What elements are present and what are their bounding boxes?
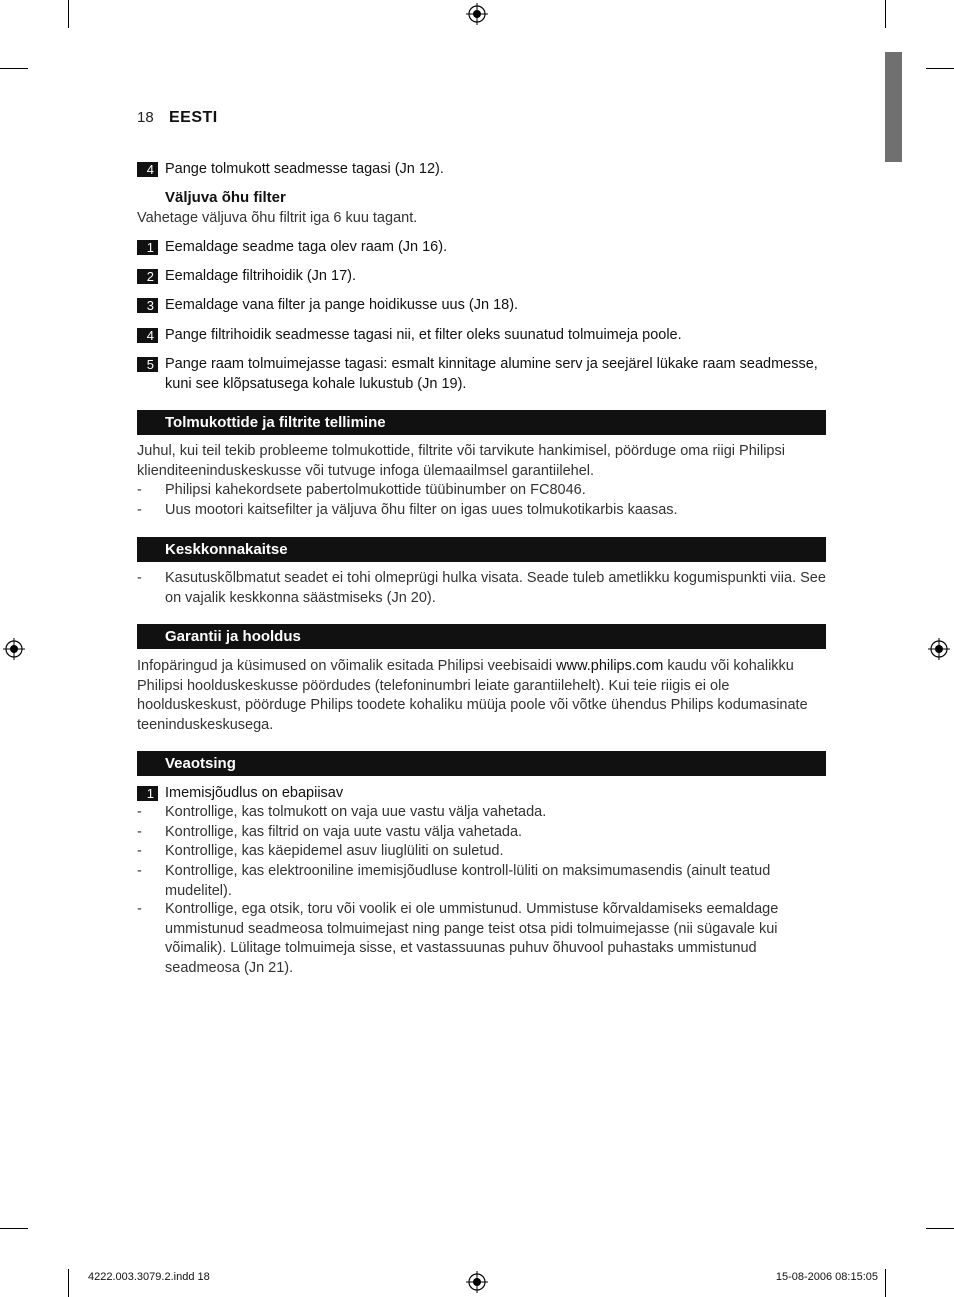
step-item	[137, 355, 827, 394]
list-item: - Philipsi kahekordsete pabertolmukottide tüübinumber on FC8046.	[137, 481, 827, 501]
crop-mark	[885, 0, 886, 28]
step-number: 5	[137, 357, 158, 372]
step-number: 1	[137, 240, 158, 255]
step-number: 4	[137, 162, 158, 177]
subsection-title: Väljuva õhu filter	[165, 189, 286, 206]
list-item: - Uus mootori kaitsefilter ja väljuva õhu filter on igas uues tolmukotikarbis kaasas.	[137, 501, 827, 521]
crop-mark	[0, 68, 28, 69]
step-text: Pange tolmukott seadmesse tagasi (Jn 12).	[165, 161, 444, 177]
list-item-text: Kontrollige, kas elektrooniline imemisjõudluse kontroll-lüliti on maksimumasendis (ainult teatud mudelitel).	[165, 863, 771, 899]
registration-mark-icon	[466, 3, 488, 25]
step-item	[137, 326, 827, 346]
step-item	[137, 267, 827, 287]
guarantee-text: Infopäringud ja küsimused on võimalik esitada Philipsi veebisaidi www.philips.com kaudu või kohalikku Philipsi hoolduskeskusse pöördudes (telefoninumbri leiate garantiilehelt). Kui teie riigis ei ole hoolduskeskust, pöörduge Philips toodete kohaliku müüja poole või võtke ühendus Philips kodumasinate teeninduskeskusega.	[137, 658, 808, 733]
step-item	[137, 296, 827, 316]
footer-date: 15-08-2006 08:15:05	[775, 1271, 878, 1283]
problem-item	[137, 784, 827, 804]
registration-mark-icon	[3, 638, 25, 660]
list-item: - Kontrollige, kas tolmukott on vaja uue vastu välja vahetada.	[137, 803, 827, 823]
step-text: Eemaldage filtrihoidik (Jn 17).	[165, 268, 357, 284]
registration-mark-icon	[466, 1271, 488, 1293]
page-number: 18	[137, 109, 154, 126]
step-text: Eemaldage seadme taga olev raam (Jn 16).	[165, 239, 448, 255]
list-item-text: Kontrollige, ega otsik, toru või voolik ei ole ummistunud. Ummistuse kõrvaldamiseks eemaldage ummistunud seadmeosa tolmuimejast ning pange teist otsa pidi tolmuimejasse (nii sügavale kui võimalik). Lülitage tolmuimeja sisse, et vastassuunas puhuv õhuvool puhastaks ummistunud seadmeosa (Jn 21).	[165, 901, 779, 976]
list-item-text: Kontrollige, kas tolmukott on vaja uue vastu välja vahetada.	[165, 804, 547, 820]
section-title-troubleshooting: Veaotsing	[137, 751, 826, 776]
step-text: Pange filtrihoidik seadmesse tagasi nii, et filter oleks suunatud tolmuimeja poole.	[165, 327, 682, 343]
step-text: Eemaldage vana filter ja pange hoidikusse uus (Jn 18).	[165, 297, 519, 313]
intro-text: Vahetage väljuva õhu filtrit iga 6 kuu tagant.	[137, 210, 418, 226]
list-item: - Kontrollige, kas elektrooniline imemisjõudluse kontroll-lüliti on maksimumasendis (ainult teatud mudelitel).	[137, 862, 827, 901]
list-item: - Kontrollige, ega otsik, toru või voolik ei ole ummistunud. Ummistuse kõrvaldamiseks eemaldage ummistunud seadmeosa tolmuimejast ning pange teist otsa pidi tolmuimejasse (nii sügavale kui võimalik). Lülitage tolmuimeja sisse, et vastassuunas puhuv õhuvool puhastaks ummistunud seadmeosa (Jn 21).	[137, 900, 827, 978]
crop-mark	[68, 1269, 69, 1297]
ordering-text: Juhul, kui teil tekib probleeme tolmukottide, filtrite või tarvikute hankimisel, pöörduge oma riigi Philipsi klienditeeninduskeskusse või tutvuge infoga ülemaailmsel garantiilehel.	[137, 443, 785, 479]
footer-file-info: 4222.003.3079.2.indd 18	[88, 1271, 210, 1283]
crop-mark	[926, 1228, 954, 1229]
list-item-text: Uus mootori kaitsefilter ja väljuva õhu filter on igas uues tolmukotikarbis kaasas.	[165, 502, 678, 518]
page-header	[137, 109, 218, 127]
philips-website-link[interactable]: www.philips.com	[556, 658, 664, 674]
crop-mark	[0, 1228, 28, 1229]
list-item-text: Kontrollige, kas filtrid on vaja uute vastu välja vahetada.	[165, 824, 523, 840]
step-text: Pange raam tolmuimejasse tagasi: esmalt kinnitage alumine serv ja seejärel lükake raam seadmesse, kuni see klõpsatusega kohale lukustub (Jn 19).	[165, 356, 818, 392]
crop-mark	[68, 0, 69, 28]
list-item: - Kontrollige, kas käepidemel asuv liuglüliti on suletud.	[137, 842, 827, 862]
crop-mark	[926, 68, 954, 69]
list-item: - Kontrollige, kas filtrid on vaja uute vastu välja vahetada.	[137, 823, 827, 843]
section-title-environment: Keskkonnakaitse	[137, 537, 826, 562]
problem-number: 1	[137, 786, 158, 801]
list-item: - Kasutuskõlbmatut seadet ei tohi olmeprügi hulka visata. Seade tuleb ametlikku kogumispunkti viia. See on vajalik keskkonna säästmiseks (Jn 20).	[137, 569, 827, 608]
language-title: EESTI	[169, 109, 218, 126]
step-item	[137, 238, 827, 258]
list-item-text: Kasutuskõlbmatut seadet ei tohi olmeprügi hulka visata. Seade tuleb ametlikku kogumispunkti viia. See on vajalik keskkonna säästmiseks (Jn 20).	[165, 570, 826, 606]
step-item	[137, 160, 827, 180]
section-title-guarantee: Garantii ja hooldus	[137, 624, 826, 649]
language-tab-marker	[885, 52, 902, 162]
list-item-text: Philipsi kahekordsete pabertolmukottide tüübinumber on FC8046.	[165, 482, 586, 498]
step-number: 3	[137, 298, 158, 313]
problem-text: Imemisjõudlus on ebapiisav	[165, 785, 344, 801]
list-item-text: Kontrollige, kas käepidemel asuv liuglüliti on suletud.	[165, 843, 504, 859]
section-title-ordering: Tolmukottide ja filtrite tellimine	[137, 410, 826, 435]
crop-mark	[885, 1269, 886, 1297]
registration-mark-icon	[928, 638, 950, 660]
step-number: 2	[137, 269, 158, 284]
step-number: 4	[137, 328, 158, 343]
